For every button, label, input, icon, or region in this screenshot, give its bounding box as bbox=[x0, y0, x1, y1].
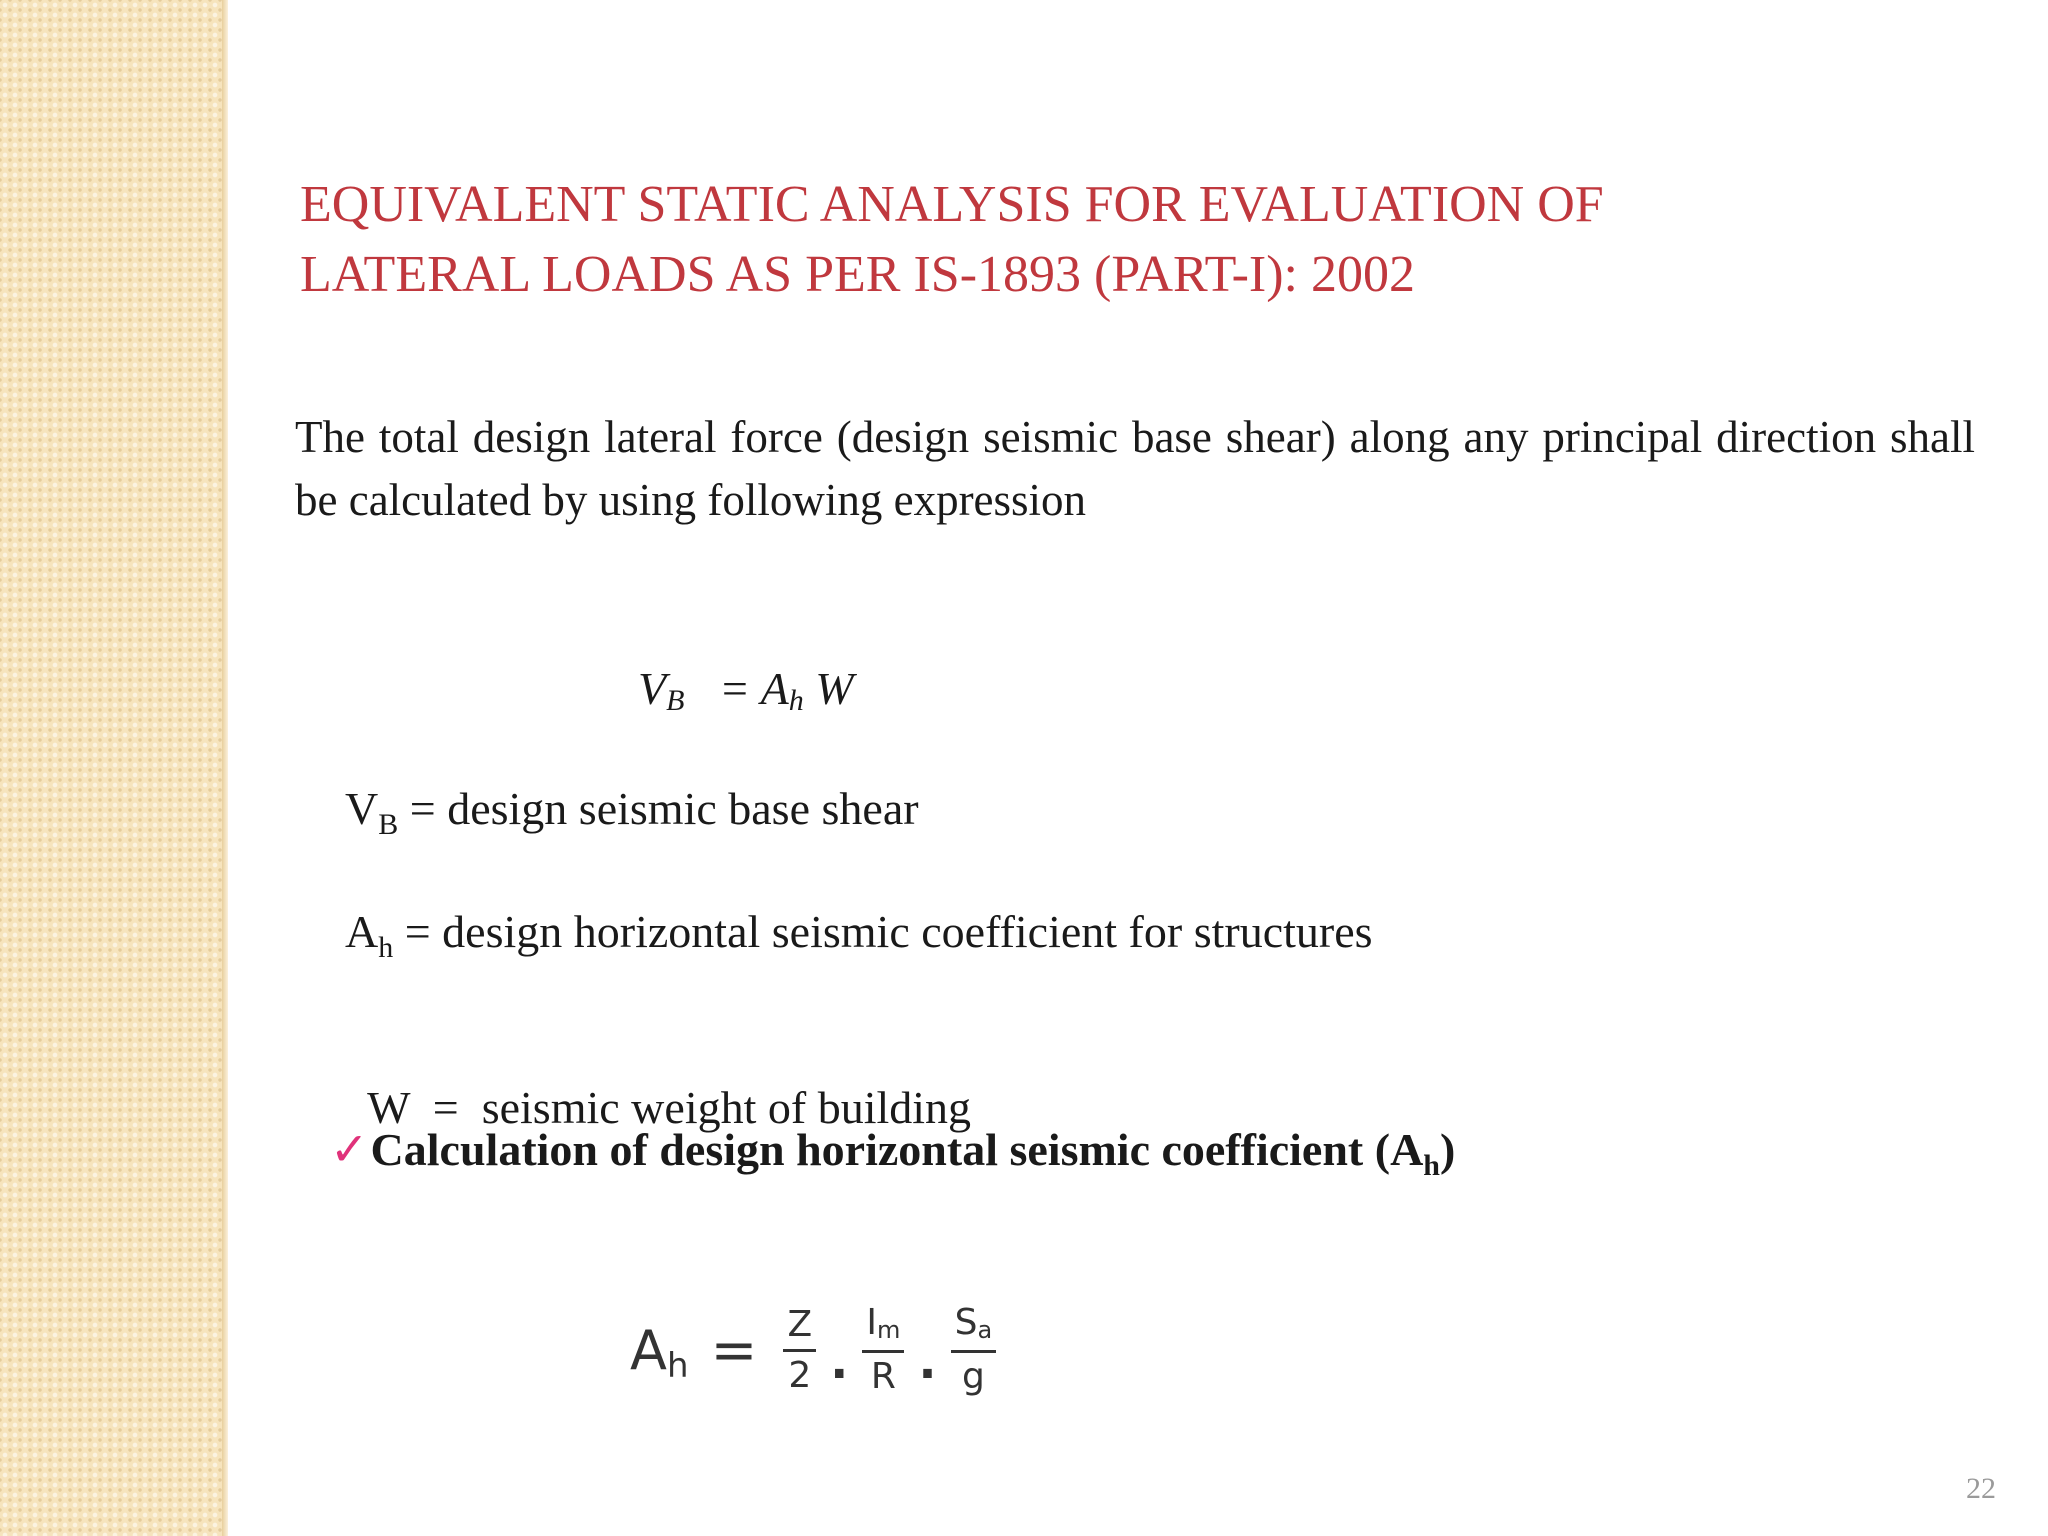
calculation-heading-close: ) bbox=[1439, 1124, 1456, 1175]
title-line-1: EQUIVALENT STATIC ANALYSIS FOR EVALUATION OF bbox=[300, 176, 1604, 233]
definition-text: = design seismic base shear bbox=[398, 783, 919, 834]
calculation-heading bbox=[330, 1122, 1456, 1182]
definition-text: = seismic weight of building bbox=[409, 1082, 972, 1133]
slide-title bbox=[300, 170, 1860, 310]
multiply-dot: . bbox=[830, 1334, 849, 1390]
fraction-denominator: g bbox=[961, 1356, 985, 1397]
definition-symbol: V bbox=[345, 783, 379, 834]
fraction-denominator: 2 bbox=[788, 1354, 812, 1396]
formula-w: W bbox=[803, 663, 854, 714]
intro-paragraph: The total design lateral force (design seismic base shear) along any principal direction shall be calculated by using following expression bbox=[295, 412, 1975, 525]
decorative-side-band bbox=[0, 0, 228, 1536]
calculation-heading-text: Calculation of design horizontal seismic coefficient (A bbox=[370, 1124, 1424, 1175]
calculation-heading-sub: h bbox=[1423, 1149, 1440, 1182]
fraction-denominator: R bbox=[870, 1356, 896, 1397]
ah-formula-lhs: $A_h$ bbox=[630, 1318, 689, 1386]
definition-subscript: h bbox=[378, 931, 394, 964]
ah-formula bbox=[630, 1275, 996, 1425]
fraction-sa-over-g bbox=[951, 1301, 997, 1399]
fraction-numerator: $S_a$ bbox=[951, 1301, 997, 1353]
page-number: 22 bbox=[1966, 1472, 1996, 1505]
formula-ah: = A bbox=[718, 663, 789, 714]
fraction-numerator: $I_m$ bbox=[862, 1301, 904, 1353]
checkmark-icon: ✓ bbox=[330, 1124, 369, 1175]
formula-vb-sub: B bbox=[666, 684, 685, 717]
definition-ah bbox=[345, 905, 1373, 964]
fraction-numerator: Z bbox=[783, 1303, 816, 1352]
fraction-z-over-2 bbox=[783, 1303, 816, 1398]
base-shear-formula bbox=[638, 662, 854, 715]
title-line-2: LATERAL LOADS AS PER IS-1893 (PART-I): 2002 bbox=[300, 246, 1415, 303]
definition-text: = design horizontal seismic coefficient for structures bbox=[393, 906, 1373, 957]
definition-symbol: W bbox=[367, 1082, 410, 1133]
fraction-im-over-r bbox=[862, 1301, 904, 1399]
formula-vb: V bbox=[638, 663, 667, 714]
multiply-dot: . bbox=[918, 1334, 937, 1390]
definition-subscript: B bbox=[378, 808, 399, 841]
ah-formula-equals: = bbox=[710, 1317, 758, 1383]
side-band-edge bbox=[222, 0, 228, 1536]
formula-ah-sub: h bbox=[788, 684, 804, 717]
definition-vb bbox=[345, 782, 919, 841]
definition-w bbox=[345, 1028, 971, 1134]
definition-symbol: A bbox=[345, 906, 379, 957]
